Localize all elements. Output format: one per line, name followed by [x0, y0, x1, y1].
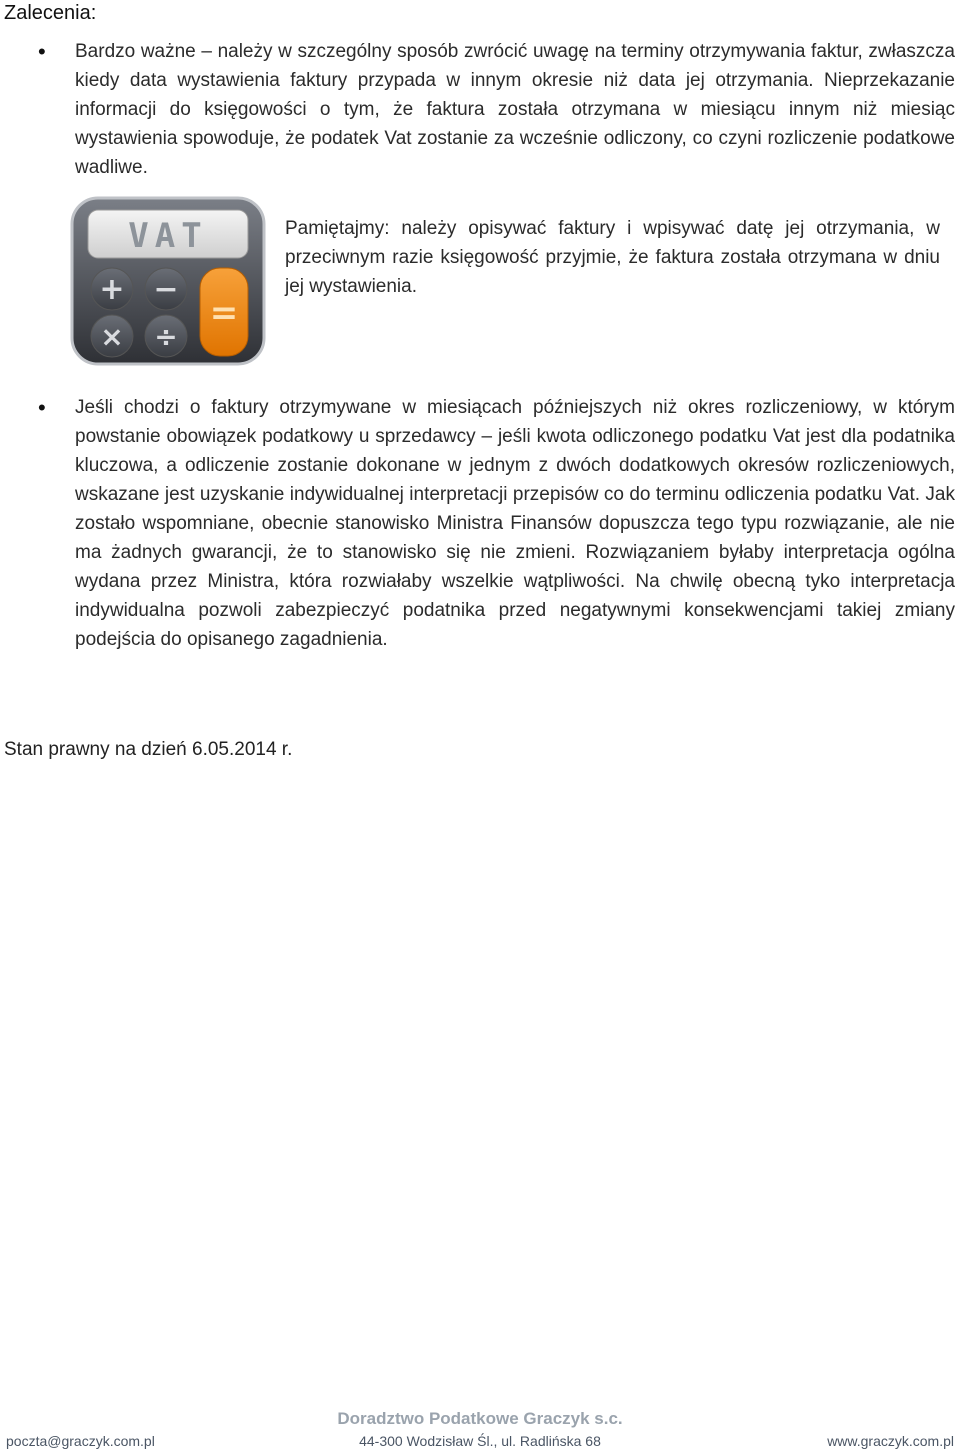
bullet-marker: • [38, 395, 46, 420]
recommendation-paragraph-1: Bardzo ważne – należy w szczególny sposób zwrócić uwagę na terminy otrzymywania faktur, zwłaszcza kiedy data wystawienia faktury przypada w innym okresie niż data jej otrzymania. Nieprzekazanie informacji do księgowości o tym, że faktura została otrzymana w miesiącu innym niż miesiąc wystawienia spowoduje, że podatek Vat zostanie za wcześnie odliczony, co czyni rozliczenie podatkowe wadliwe. [75, 41, 955, 178]
plus-icon: + [99, 272, 125, 307]
footer-website-link[interactable]: www.graczyk.com.pl [827, 1433, 954, 1449]
footer-email-link[interactable]: poczta@graczyk.com.pl [6, 1433, 155, 1449]
legal-status: Stan prawny na dzień 6.05.2014 r. [4, 739, 293, 760]
bullet-marker: • [38, 39, 46, 64]
minus-icon: − [153, 272, 179, 307]
footer-company: Doradztwo Podatkowe Graczyk s.c. [337, 1409, 623, 1428]
multiply-icon: × [100, 320, 124, 353]
recommendation-paragraph-2: Jeśli chodzi o faktury otrzymywane w miesiącach późniejszych niż okres rozliczeniowy, w którym powstanie obowiązek podatkowy u sprzedawcy – jeśli kwota odliczonego podatku Vat jest dla podatnika kluczowa, a odliczenie zostanie dokonane w jednym z dwóch dodatkowych okresów rozliczeniowych, wskazane jest uzyskanie indywidualnej interpretacji przepisów co do terminu odliczenia podatku Vat. Jak zostało wspomniane, obecnie stanowisko Ministra Finansów dopuszcza tego typu rozwiązanie, ale nie ma żadnych gwarancji, że to stanowisko się nie zmieni. Rozwiązaniem byłaby interpretacja ogólna wydana przez Ministra, która rozwiałaby wszelkie wątpliwości. Na chwilę obecną tyko interpretacja indywidualna pozwoli zabezpieczyć podatnika przed negatywnymi konsekwencjami takiej zmiany podejścia do opisanego zagadnienia. [75, 397, 955, 650]
footer-address: 44-300 Wodzisław Śl., ul. Radlińska 68 [359, 1433, 601, 1449]
divide-icon: ÷ [154, 320, 178, 353]
vat-calculator-icon [70, 196, 266, 366]
section-heading: Zalecenia: [4, 2, 97, 24]
reminder-note: Pamiętajmy: należy opisywać faktury i wpisywać datę jej otrzymania, w przeciwnym razie księgowość przyjmie, że faktura została otrzymana w dniu jej wystawienia. [285, 218, 940, 297]
equals-icon: = [209, 293, 239, 333]
calculator-display: VAT [128, 216, 208, 256]
